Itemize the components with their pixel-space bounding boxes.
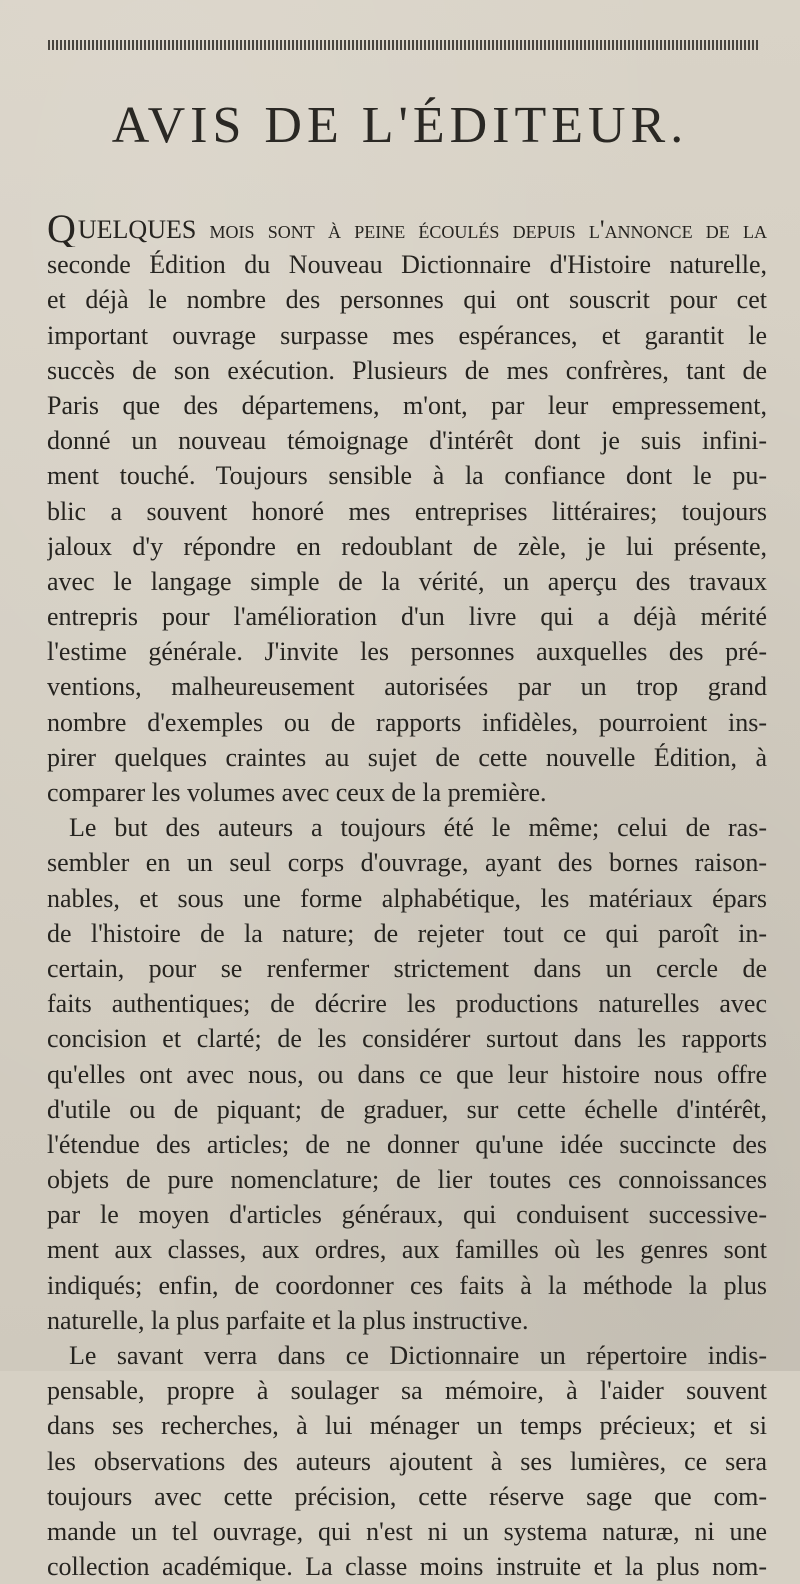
- text-line: les observations des auteurs ajoutent à ses lumières, ce sera: [47, 1446, 767, 1476]
- decorative-border-ornament: [48, 40, 760, 54]
- text-line: dans ses recherches, à lui ménager un temps précieux; et si: [47, 1411, 767, 1441]
- page-title: AVIS DE L'ÉDITEUR.: [111, 97, 689, 154]
- text-line: comparer les volumes avec ceux de la première.: [47, 778, 547, 807]
- text-line: important ouvrage surpasse mes espérances, et garantit le: [47, 320, 767, 350]
- text-line: succès de son exécution. Plusieurs de mes confrères, tant de: [47, 355, 767, 385]
- text-line: pensable, propre à soulager sa mémoire, à l'aider souvent: [47, 1376, 767, 1406]
- text-line: seconde Édition du Nouveau Dictionnaire d'Histoire naturelle,: [47, 250, 767, 280]
- text-line: concision et clarté; de les considérer surtout dans les rapports: [47, 1024, 767, 1054]
- text-line: ventions, malheureusement autorisées par un trop grand: [47, 672, 767, 702]
- body-text: [47, 212, 767, 1584]
- text-line: qu'elles ont avec nous, ou dans ce que leur histoire nous offre: [47, 1059, 767, 1089]
- text-line: ment touché. Toujours sensible à la confiance dont le pu-: [47, 461, 767, 491]
- text-line: nombre d'exemples ou de rapports infidèles, pourroient ins-: [47, 707, 767, 737]
- text-line: donné un nouveau témoignage d'intérêt dont je suis infini-: [47, 426, 767, 456]
- text-line: mande un tel ouvrage, qui n'est ni un systema naturæ, ni une: [47, 1516, 767, 1546]
- text-line: Paris que des départemens, m'ont, par leur empressement,: [47, 390, 767, 420]
- text-line: jaloux d'y répondre en redoublant de zèle, je lui présente,: [47, 531, 767, 561]
- text-line: faits authentiques; de décrire les productions naturelles avec: [47, 989, 767, 1019]
- text-line: certain, pour se renfermer strictement dans un cercle de: [47, 953, 767, 983]
- text-line: et déjà le nombre des personnes qui ont souscrit pour cet: [47, 285, 767, 315]
- text-line: avec le langage simple de la vérité, un aperçu des travaux: [47, 566, 767, 596]
- text-line: toujours avec cette précision, cette réserve sage que com-: [47, 1481, 767, 1511]
- text-line: l'estime générale. J'invite les personnes auxquelles des pré-: [47, 637, 767, 667]
- text-line: par le moyen d'articles généraux, qui conduisent successive-: [47, 1200, 767, 1230]
- text-line: objets de pure nomenclature; de lier toutes ces connoissances: [47, 1165, 767, 1195]
- text-line: Le but des auteurs a toujours été le même; celui de ras-: [69, 813, 767, 843]
- text-line: blic a souvent honoré mes entreprises littéraires; toujours: [47, 496, 767, 526]
- text-line: collection académique. La classe moins instruite et la plus nom-: [47, 1552, 767, 1582]
- text-line: nables, et sous une forme alphabétique, les matériaux épars: [47, 883, 767, 913]
- text-line: entrepris pour l'amélioration d'un livre qui a déjà mérité: [47, 602, 767, 632]
- text-line: sembler en un seul corps d'ouvrage, ayant des bornes raison-: [47, 848, 767, 878]
- drop-cap: Q: [47, 212, 76, 248]
- text-line: ment aux classes, aux ordres, aux familles où les genres sont: [47, 1235, 767, 1265]
- text-line: Le savant verra dans ce Dictionnaire un répertoire indis-: [69, 1341, 767, 1370]
- text-line: de l'histoire de la nature; de rejeter tout ce qui paroît in-: [47, 918, 767, 948]
- text-line: d'utile ou de piquant; de graduer, sur cette échelle d'intérêt,: [47, 1094, 767, 1124]
- text-line: pirer quelques craintes au sujet de cette nouvelle Édition, à: [47, 742, 767, 772]
- text-line: indiqués; enfin, de coordonner ces faits à la méthode la plus: [47, 1270, 767, 1300]
- text-line: QUELQUES mois sont à peine écoulés depuis l'annonce de la: [47, 212, 767, 247]
- text-line: naturelle, la plus parfaite et la plus instructive.: [47, 1305, 529, 1335]
- text-line: l'étendue des articles; de ne donner qu'une idée succincte des: [47, 1129, 767, 1159]
